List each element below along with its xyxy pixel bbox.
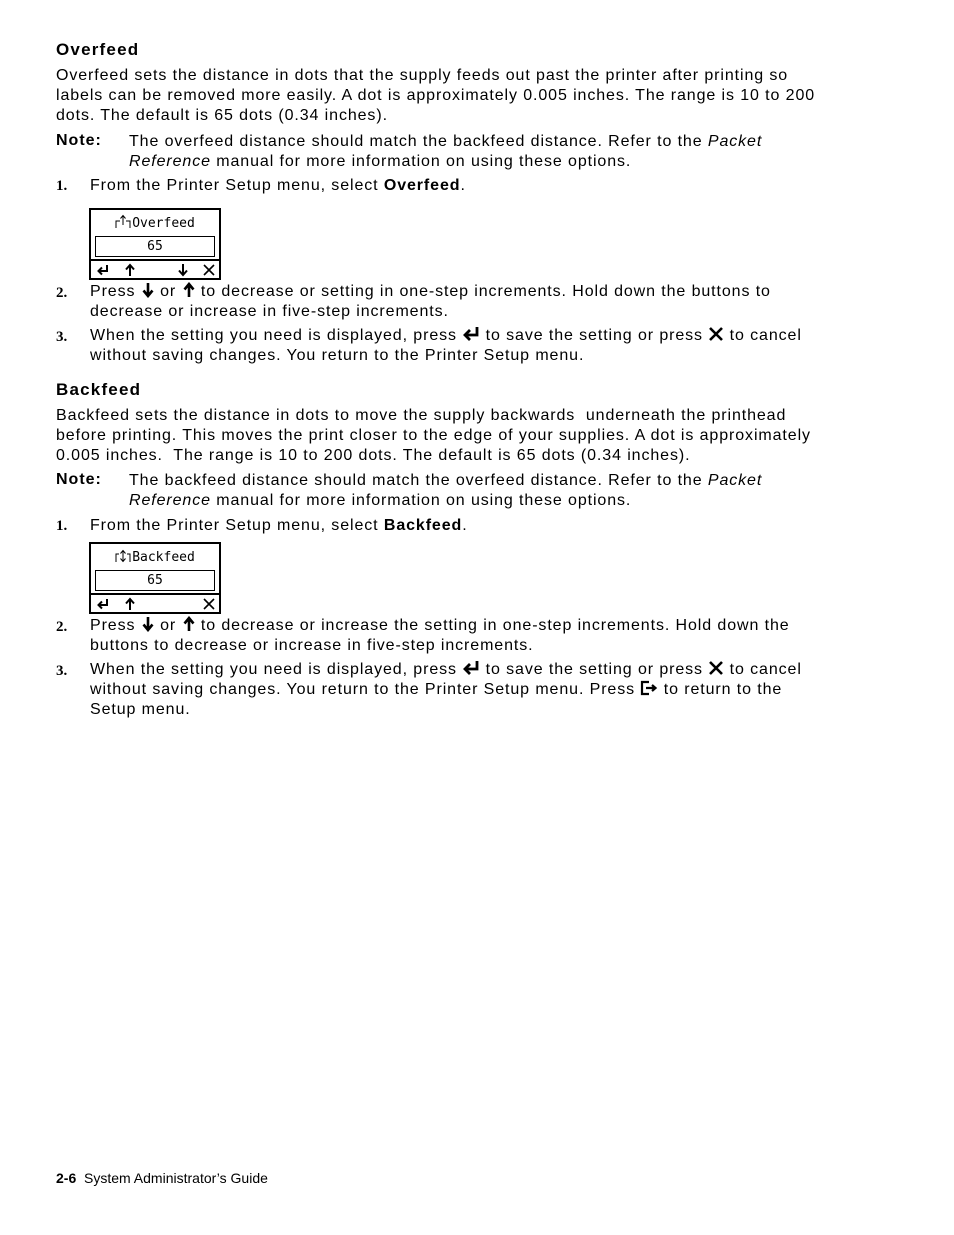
overfeed-step1-post: . [460,177,466,194]
backfeed-step2-number: 2. [56,619,68,635]
overfeed-step3-mid: to save the setting or press [485,327,703,344]
overfeed-intro-line-3: dots. The default is 65 dots (0.34 inches). [56,107,388,124]
overfeed-note-italic: Packet [707,133,763,150]
backfeed-lcd-value: 65 [95,570,215,591]
overfeed-note-line-2 [129,152,631,172]
x-cancel-icon [708,326,724,348]
overfeed-intro-line-1: Overfeed sets the distance in dots that the supply feeds out past the printer after printing so [56,67,789,84]
page-number: 2-6 [56,1170,77,1186]
overfeed-step2-number: 2. [56,285,68,301]
backfeed-intro-line-2: before printing. This moves the print closer to the edge of your supplies. A dot is approximately [56,427,811,444]
backfeed-lcd-button-bar [91,593,219,614]
backfeed-step1-post: . [462,517,468,534]
backfeed-note-italic-2: Reference [129,492,211,509]
enter-arrow-icon [462,660,480,682]
overfeed-step1-text [90,176,466,196]
enter-arrow-icon[interactable] [96,263,110,277]
backfeed-note-line-1 [129,471,762,491]
x-cancel-icon[interactable] [202,263,216,277]
x-cancel-icon[interactable] [202,597,216,611]
overfeed-step1-number: 1. [56,178,68,194]
overfeed-step3-line-2: without saving changes. You return to the Printer Setup menu. [90,347,585,364]
backfeed-intro-line-3: 0.005 inches. The range is 10 to 200 dots. The default is 65 dots (0.34 inches). [56,447,691,464]
overfeed-step3-pre: When the setting you need is displayed, press [90,327,457,344]
backfeed-step1-bold: Backfeed [383,517,463,534]
backfeed-step3-line2-pre: without saving changes. You return to the Printer Setup menu. Press [90,681,636,698]
up-arrow-icon [182,282,196,304]
overfeed-step1-pre: From the Printer Setup menu, select [90,177,384,194]
backfeed-step3-line-1 [90,660,802,682]
backfeed-note-italic: Packet [707,472,763,489]
backfeed-lcd-title-text: Backfeed [132,550,195,565]
overfeed-note-label: Note: [56,132,102,149]
overfeed-step3-line-1 [90,326,802,348]
backfeed-step3-number: 3. [56,663,68,679]
backfeed-step3-line-3: Setup menu. [90,701,191,718]
page-footer [56,1170,268,1186]
backfeed-step2-text: to decrease or increase the setting in one-step increments. Hold down the [200,617,790,634]
up-arrow-icon [182,616,196,638]
backfeed-heading: Backfeed [56,380,142,399]
down-arrow-icon[interactable] [176,263,190,277]
document-title: System Administrator’s Guide [84,1170,268,1186]
backfeed-lcd-title [91,548,219,568]
overfeed-note-text: The overfeed distance should match the backfeed distance. Refer to the [129,133,708,150]
backfeed-step3-line-2 [90,680,782,702]
exit-icon [640,680,658,702]
backfeed-step1-text [90,516,468,536]
backfeed-step1-number: 1. [56,518,68,534]
backfeed-step3-post: to cancel [729,661,802,678]
up-arrow-icon[interactable] [123,263,137,277]
overfeed-lcd-display [89,208,221,280]
backfeed-step2-press: Press [90,617,136,634]
overfeed-note-text-2: manual for more information on using these options. [210,153,632,170]
backfeed-note-label: Note: [56,471,102,488]
overfeed-lcd-button-bar [91,259,219,280]
overfeed-feed-icon [115,214,131,234]
backfeed-step3-pre: When the setting you need is displayed, press [90,661,457,678]
backfeed-step3-mid: to save the setting or press [485,661,703,678]
enter-arrow-icon[interactable] [96,597,110,611]
overfeed-lcd-value: 65 [95,236,215,257]
overfeed-step2-text: to decrease or setting in one-step increments. Hold down the buttons to [200,283,771,300]
overfeed-step2-or: or [160,283,177,300]
overfeed-note-italic-2: Reference [129,153,211,170]
backfeed-note-text: The backfeed distance should match the overfeed distance. Refer to the [129,472,708,489]
backfeed-step1-pre: From the Printer Setup menu, select [90,517,384,534]
overfeed-step2-line-2: decrease or increase in five-step increments. [90,303,449,320]
backfeed-intro-line-1: Backfeed sets the distance in dots to move the supply backwards underneath the printhead [56,407,787,424]
backfeed-step3-line2-post: to return to the [663,681,783,698]
overfeed-lcd-title [91,214,219,234]
up-arrow-icon[interactable] [123,597,137,611]
overfeed-step3-number: 3. [56,329,68,345]
x-cancel-icon [708,660,724,682]
overfeed-lcd-title-text: Overfeed [132,216,195,231]
backfeed-step2-or: or [160,617,177,634]
backfeed-lcd-display [89,542,221,614]
backfeed-note-line-2 [129,491,631,511]
backfeed-step2-line-2: buttons to decrease or increase in five-step increments. [90,637,534,654]
overfeed-heading: Overfeed [56,40,140,59]
enter-arrow-icon [462,326,480,348]
backfeed-feed-icon [115,548,131,568]
backfeed-note-text-2: manual for more information on using these options. [210,492,632,509]
overfeed-step2-line-1 [90,282,771,304]
down-arrow-icon [141,616,155,638]
backfeed-step2-line-1 [90,616,790,638]
overfeed-intro-line-2: labels can be removed more easily. A dot is approximately 0.005 inches. The range is 10 to 200 [56,87,816,104]
overfeed-note-line-1 [129,132,762,152]
down-arrow-icon [141,282,155,304]
overfeed-step1-bold: Overfeed [383,177,461,194]
overfeed-step2-press: Press [90,283,136,300]
overfeed-step3-post: to cancel [729,327,802,344]
